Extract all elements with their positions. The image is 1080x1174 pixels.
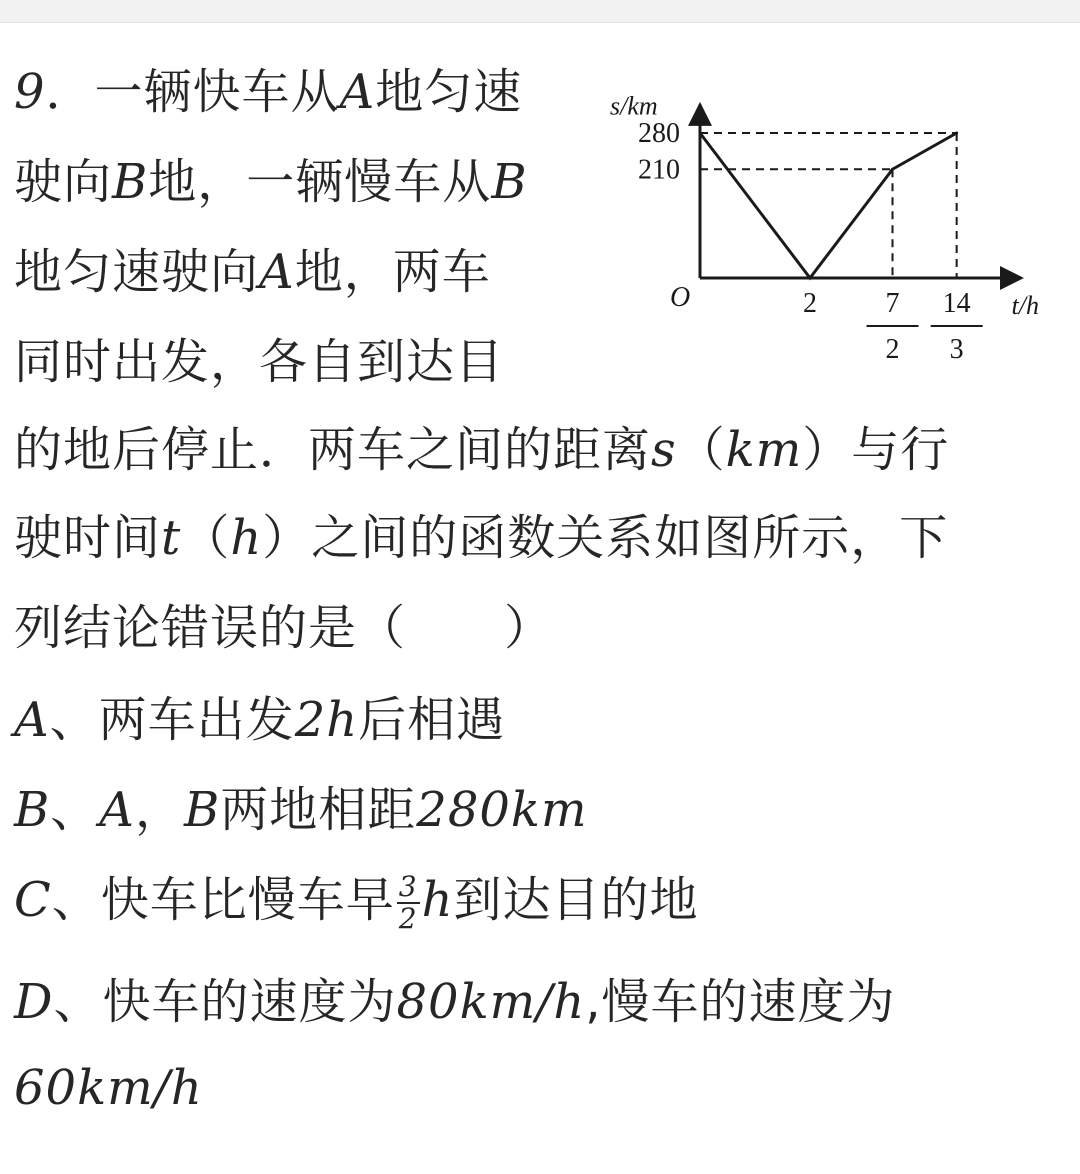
x-tick-label: 14 (942, 288, 971, 319)
question-line-3: 地匀速驶向A地，两车 (14, 244, 491, 300)
question-line-7: 列结论错误的是（ ） (14, 600, 554, 656)
top-bar (0, 0, 1080, 23)
option-d: D、快车的速度为80km/h,慢车的速度为 (14, 974, 896, 1030)
x-tick-label: 7 (885, 288, 900, 319)
option-a: A、两车出发2h后相遇 (14, 692, 506, 748)
origin-label: O (670, 282, 691, 313)
y-tick-label: 280 (638, 118, 680, 149)
question-line-2: 驶向B地，一辆慢车从B (14, 154, 528, 210)
data-point (809, 277, 812, 280)
option-a-letter: A (14, 692, 50, 748)
question-line-4: 同时出发，各自到达目 (14, 334, 505, 390)
option-d-continued: 60km/h (14, 1060, 203, 1116)
data-point (955, 132, 958, 135)
question-line-5: 的地后停止．两车之间的距离s（km）与行 (14, 422, 950, 478)
option-b-letter: B (14, 782, 51, 838)
x-tick-label: 2 (803, 288, 817, 319)
data-point (891, 168, 894, 171)
question-line-1: 9．一辆快车从A地匀速 (14, 64, 523, 120)
option-b: B、A，B两地相距280km (14, 782, 588, 838)
question-number: 9 (14, 64, 46, 120)
question-line-6: 驶时间t（h）之间的函数关系如图所示，下 (14, 510, 949, 566)
x-tick-denominator: 3 (949, 334, 964, 365)
distance-time-graph (605, 50, 1075, 390)
series-line (700, 133, 957, 278)
option-c: C、快车比慢车早 $\frac{3}{2}$ h到达目的地 (14, 870, 699, 935)
x-axis-label: t/h (1011, 291, 1039, 320)
option-c-letter: C (14, 872, 52, 928)
option-d-letter: D (14, 974, 54, 1030)
data-point (699, 132, 702, 135)
y-tick-label: 210 (638, 154, 680, 186)
y-axis-label: s/km (610, 91, 658, 121)
x-tick-denominator: 2 (885, 334, 900, 365)
option-c-fraction: $\frac{3}{2}$ (398, 870, 418, 935)
